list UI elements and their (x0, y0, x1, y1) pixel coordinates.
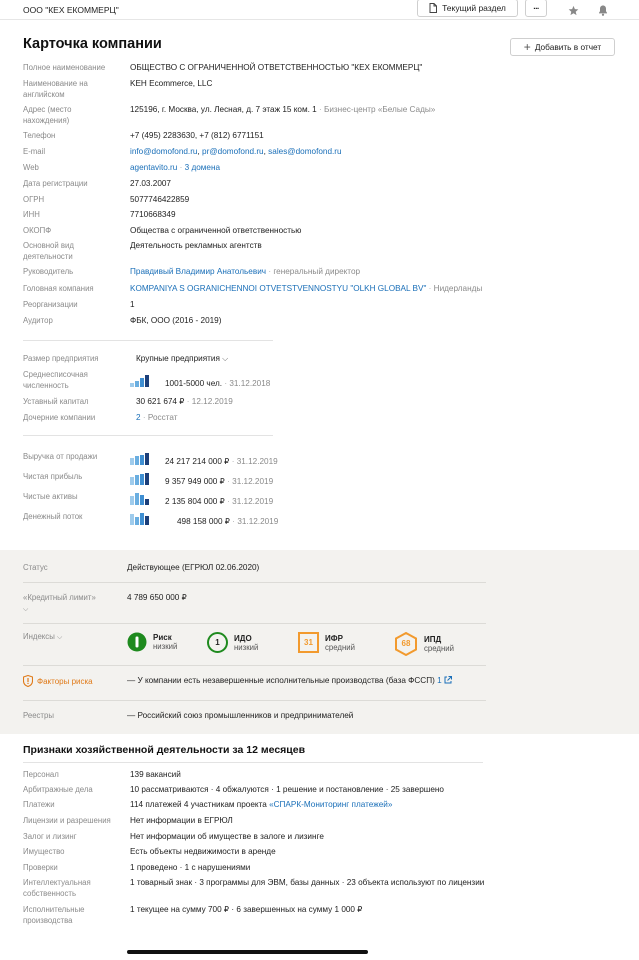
detail-label: ОГРН (23, 195, 45, 204)
activity-label: Проверки (23, 863, 58, 872)
payments-value: 114 платежей 4 участникам проекта «СПАРК-Мониторинг платежей» (130, 800, 393, 809)
risk-factor-value: — У компании есть незавершенные исполнительные производства (база ФССП) 1 (127, 676, 452, 687)
address-value: 125196, г. Москва, ул. Лесная, д. 7 этаж 15 ком. 1 · Бизнес-центр «Белые Сады» (130, 105, 436, 114)
current-section-label: Текущий раздел (442, 3, 506, 13)
activity-label: Имущество (23, 847, 65, 856)
property-value: Есть объекты недвижимости в аренде (130, 847, 276, 856)
size-label: Размер предприятия (23, 354, 99, 363)
detail-label: ИНН (23, 210, 40, 219)
divider (23, 665, 486, 666)
home-indicator (127, 950, 368, 954)
finance-label: Чистые активы (23, 492, 78, 501)
divider (23, 762, 483, 763)
indexes-label[interactable]: Индексы ⌵ (23, 632, 63, 641)
payments-monitoring-link[interactable]: «СПАРК-Мониторинг платежей» (269, 800, 393, 809)
risk-badge-icon (127, 632, 147, 652)
plus-icon: + (523, 40, 531, 54)
current-section-button[interactable] (417, 0, 518, 17)
activity-label: Исполнительные производства (23, 905, 85, 925)
activity-label: Лицензии и разрешения (23, 816, 111, 825)
detail-label: Аудитор (23, 316, 53, 325)
pledge-value: Нет информации об имуществе в залоге и лизинге (130, 832, 324, 841)
divider (23, 623, 486, 624)
arbitration-value: 10 рассматриваются · 4 обжалуются · 1 решение и постановление · 25 завершено (130, 785, 444, 794)
chevron-down-icon: ⌵ (23, 605, 29, 613)
shield-warning-icon (23, 675, 33, 687)
english-name-value: KEH Ecommerce, LLC (130, 79, 213, 88)
status-label: Статус (23, 563, 48, 572)
more-button[interactable] (525, 0, 547, 17)
risk-factors-label[interactable]: Факторы риска (23, 675, 93, 687)
full-name-value: ОБЩЕСТВО С ОГРАНИЧЕННОЙ ОТВЕТСТВЕННОСТЬЮ "КЕХ ЕКОММЕРЦ" (130, 63, 423, 72)
staff-value: 139 вакансий (130, 770, 181, 779)
revenue-value: 24 217 214 000 ₽ · 31.12.2019 (130, 453, 278, 468)
inspections-value: 1 проведено · 1 с нарушениями (130, 863, 251, 872)
email-link[interactable]: pr@domofond.ru (202, 147, 264, 156)
index-risk[interactable]: Риск низкий (127, 632, 177, 652)
parent-company-value: KOMPANIYA S OGRANICHENNOI OTVETSTVENNOSTYU "OLKH GLOBAL BV" · Нидерланды (130, 284, 483, 293)
divider (23, 582, 486, 583)
okopf-value: Общества с ограниченной ответственностью (130, 226, 302, 235)
activity-label: Персонал (23, 770, 59, 779)
registration-date-value: 27.03.2007 (130, 179, 171, 188)
divider (23, 700, 486, 701)
address-business-center: Бизнес-центр «Белые Сады» (323, 105, 436, 114)
detail-label: Наименование на английском (23, 79, 88, 99)
auditor-link[interactable]: ФБК, ООО (2016 - 2019) (130, 316, 222, 325)
detail-label: Адрес (место нахождения) (23, 105, 72, 125)
inn-value: 7710668349 (130, 210, 176, 219)
authorized-capital-value: 30 621 674 ₽ · 12.12.2019 (136, 397, 233, 406)
phone-value: +7 (495) 2283630, +7 (812) 6771151 (130, 131, 264, 140)
net-profit-value: 9 357 949 000 ₽ · 31.12.2019 (130, 473, 273, 488)
email-value: info@domofond.ru, pr@domofond.ru, sales@domofond.ru (130, 147, 342, 156)
detail-label: E-mail (23, 147, 46, 156)
metric-label: Уставный капитал (23, 397, 89, 406)
bars-icon (130, 453, 151, 465)
activity-section-title: Признаки хозяйственной деятельности за 12 месяцев (23, 744, 306, 756)
star-icon (568, 5, 579, 16)
finance-label: Денежный поток (23, 512, 83, 521)
detail-label: ОКОПФ (23, 226, 52, 235)
document-icon (429, 3, 437, 13)
bell-icon (598, 5, 608, 16)
index-ipd[interactable]: 68 ИПД средний (394, 632, 454, 656)
email-link[interactable]: info@domofond.ru (130, 147, 198, 156)
metric-label: Среднесписочная численность (23, 370, 88, 390)
employees-value: 1001-5000 чел. · 31.12.2018 (130, 375, 270, 390)
registries-label: Реестры (23, 711, 54, 720)
metric-label: Дочерние компании (23, 413, 96, 422)
intellectual-property-value: 1 товарный знак · 3 программы для ЭВМ, базы данных · 23 объекта используют по лицензии (130, 878, 485, 887)
detail-label: Web (23, 163, 39, 172)
ipd-badge-icon: 68 (394, 632, 418, 656)
registries-value: — Российский союз промышленников и предпринимателей (127, 711, 354, 720)
subsidiaries-value: 2 · Росстат (136, 413, 178, 422)
index-ido[interactable]: 1 ИДО низкий (207, 632, 258, 653)
risk-count-link[interactable]: 1 (437, 676, 442, 685)
add-to-report-button[interactable] (510, 38, 615, 56)
bars-icon (130, 473, 151, 485)
chevron-down-icon: ⌵ (56, 634, 63, 641)
divider (23, 340, 273, 341)
detail-label: Основной вид деятельности (23, 241, 74, 261)
status-value: Действующее (ЕГРЮЛ 02.06.2020) (127, 563, 260, 572)
detail-label: Руководитель (23, 267, 74, 276)
top-bar (0, 0, 639, 20)
enforcement-value: 1 текущее на сумму 700 ₽ · 6 завершенных на сумму 1 000 ₽ (130, 905, 363, 914)
add-to-report-label: Добавить в отчет (534, 42, 602, 52)
external-link-icon[interactable] (444, 676, 452, 684)
finance-label: Выручка от продажи (23, 452, 98, 461)
main-activity-value: Деятельность рекламных агентств (130, 241, 262, 250)
licenses-value: Нет информации в ЕГРЮЛ (130, 816, 233, 825)
ogrn-value: 5077746422859 (130, 195, 190, 204)
detail-label: Реорганизации (23, 300, 78, 309)
detail-label: Телефон (23, 131, 56, 140)
company-short-name: ООО "КЕХ ЕКОММЕРЦ" (23, 5, 119, 15)
credit-limit-value: 4 789 650 000 ₽ (127, 593, 187, 602)
credit-limit-label[interactable]: «Кредитный лимит» ⌵ (23, 593, 96, 613)
website-link[interactable]: agentavito.ru (130, 163, 178, 172)
parent-company-link[interactable]: KOMPANIYA S OGRANICHENNOI OTVETSTVENNOSTYU "OLKH GLOBAL BV" (130, 284, 427, 293)
web-value: agentavito.ru · 3 домена (130, 163, 221, 172)
bars-icon (130, 513, 151, 525)
page-title: Карточка компании (23, 36, 162, 52)
detail-label: Дата регистрации (23, 179, 88, 188)
activity-label: Залог и лизинг (23, 832, 77, 841)
notifications-button[interactable] (593, 1, 613, 19)
favorite-button[interactable] (563, 1, 583, 19)
bars-icon (130, 375, 151, 387)
divider (23, 435, 273, 436)
detail-label: Полное наименование (23, 63, 106, 72)
activity-label: Арбитражные дела (23, 785, 93, 794)
chevron-down-icon: ⌵ (222, 354, 229, 363)
subsidiaries-link[interactable]: 2 (136, 413, 141, 422)
detail-label: Головная компания (23, 284, 94, 293)
cash-flow-value: 498 158 000 ₽ · 31.12.2019 (130, 513, 278, 528)
reorganizations-link[interactable]: 1 (130, 300, 135, 309)
index-ifr[interactable]: 31 ИФР средний (298, 632, 355, 653)
size-dropdown[interactable]: Крупные предприятия ⌵ (136, 354, 229, 363)
activity-label: Платежи (23, 800, 55, 809)
email-link[interactable]: sales@domofond.ru (268, 147, 342, 156)
finance-label: Чистая прибыль (23, 472, 83, 481)
more-icon: ··· (533, 3, 539, 13)
bars-icon (130, 493, 151, 505)
domains-link[interactable]: 3 домена (184, 163, 221, 172)
ido-badge-icon: 1 (207, 632, 228, 653)
director-link[interactable]: Правдивый Владимир Анатольевич (130, 267, 267, 276)
ifr-badge-icon: 31 (298, 632, 319, 653)
director-value: Правдивый Владимир Анатольевич · генеральный директор (130, 267, 361, 276)
activity-label: Интеллектуальная собственность (23, 878, 91, 898)
net-assets-value: 2 135 804 000 ₽ · 31.12.2019 (130, 493, 273, 508)
